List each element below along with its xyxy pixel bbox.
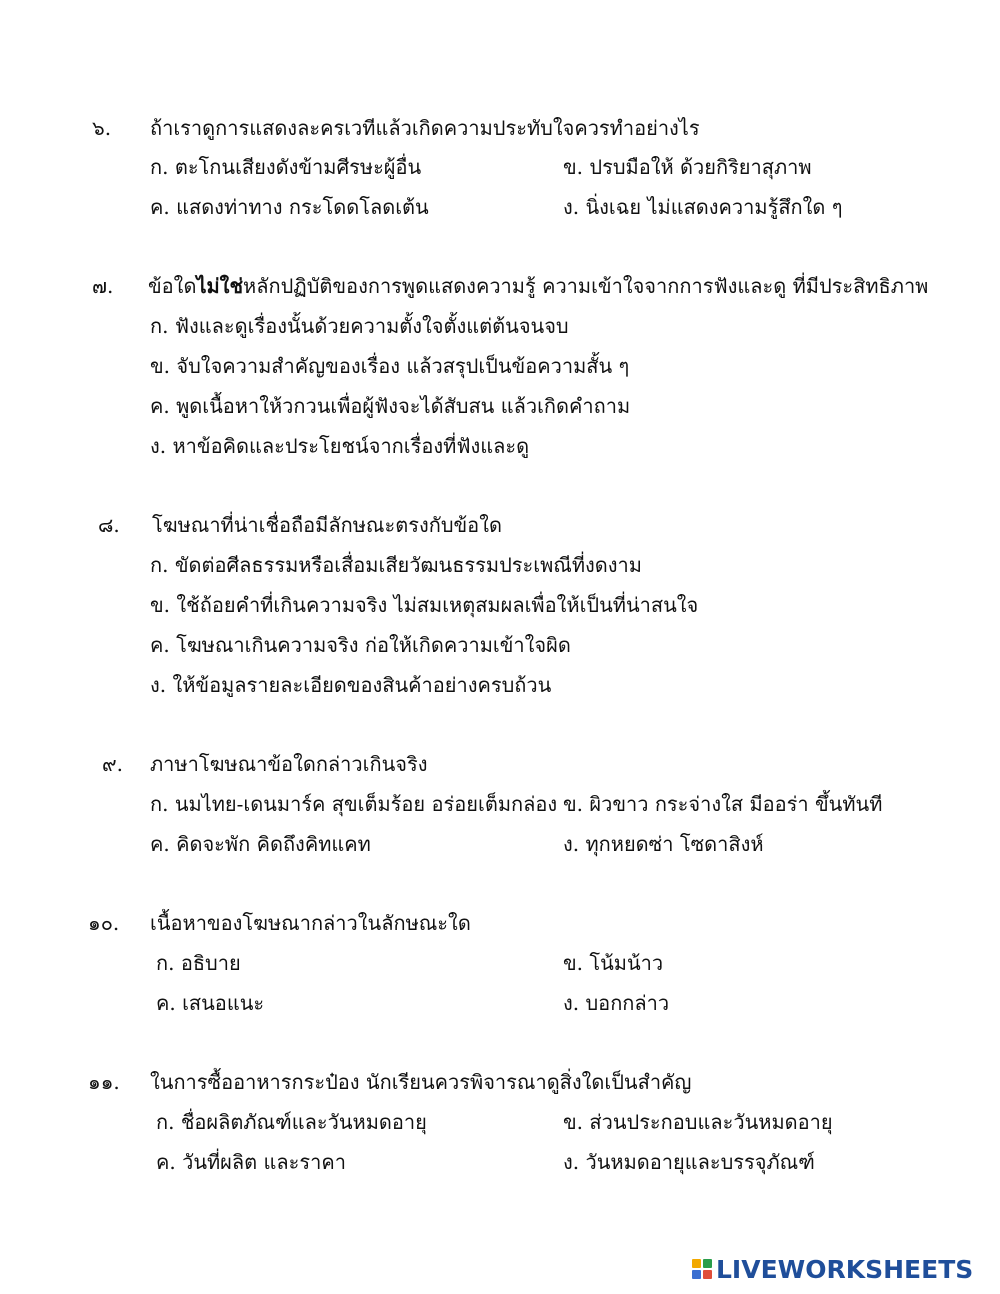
logo-square-1 xyxy=(692,1259,701,1268)
option-c[interactable]: ค. โฆษณาเกินความจริง ก่อให้เกิดความเข้าใจผิด xyxy=(150,633,571,657)
option-c[interactable]: ค. แสดงท่าทาง กระโดดโลดเต้น xyxy=(150,195,429,219)
logo-square-4 xyxy=(703,1270,712,1279)
question-number: ๑๑. xyxy=(88,1070,120,1094)
logo-square-2 xyxy=(703,1259,712,1268)
option-a[interactable]: ก. ขัดต่อศีลธรรมหรือเสื่อมเสียวัฒนธรรมประเพณีที่งดงาม xyxy=(150,553,642,577)
option-b[interactable]: ข. ผิวขาว กระจ่างใส มีออร่า ขึ้นทันที xyxy=(563,792,883,816)
question-number: ๙. xyxy=(102,752,124,776)
question-stem-emphasis: ไม่ใช่ xyxy=(196,274,244,298)
option-b[interactable]: ข. ส่วนประกอบและวันหมดอายุ xyxy=(563,1110,833,1134)
question-stem: โฆษณาที่น่าเชื่อถือมีลักษณะตรงกับข้อใด xyxy=(152,513,502,537)
logo-square-3 xyxy=(692,1270,701,1279)
option-d[interactable]: ง. หาข้อคิดและประโยชน์จากเรื่องที่ฟังและดู xyxy=(150,434,530,458)
question-stem-post: หลักปฏิบัติของการพูดแสดงความรู้ ความเข้าใจจากการฟังและดู ที่มีประสิทธิภาพ xyxy=(243,274,929,298)
liveworksheets-watermark xyxy=(692,1254,973,1284)
watermark-text: LIVEWORKSHEETS xyxy=(716,1254,974,1284)
option-d[interactable]: ง. วันหมดอายุและบรรจุภัณฑ์ xyxy=(563,1150,815,1174)
question-number: ๘. xyxy=(98,513,120,537)
liveworksheets-logo-icon xyxy=(692,1259,712,1279)
question-stem xyxy=(148,274,928,298)
option-c[interactable]: ค. วันที่ผลิต และราคา xyxy=(156,1150,346,1174)
option-a[interactable]: ก. อธิบาย xyxy=(156,951,241,975)
option-b[interactable]: ข. จับใจความสำคัญของเรื่อง แล้วสรุปเป็นข้อความสั้น ๆ xyxy=(150,354,630,378)
option-b[interactable]: ข. โน้มน้าว xyxy=(563,951,664,975)
option-a[interactable]: ก. นมไทย-เดนมาร์ค สุขเต็มร้อย อร่อยเต็มกล่อง xyxy=(150,792,558,816)
option-c[interactable]: ค. เสนอแนะ xyxy=(156,991,265,1015)
option-c[interactable]: ค. คิดจะพัก คิดถึงคิทแคท xyxy=(150,832,371,856)
question-stem: ในการซื้ออาหารกระป๋อง นักเรียนควรพิจารณาดูสิ่งใดเป็นสำคัญ xyxy=(150,1070,692,1094)
option-b[interactable]: ข. ใช้ถ้อยคำที่เกินความจริง ไม่สมเหตุสมผลเพื่อให้เป็นที่น่าสนใจ xyxy=(150,593,699,617)
option-a[interactable]: ก. ตะโกนเสียงดังข้ามศีรษะผู้อื่น xyxy=(150,155,422,179)
option-d[interactable]: ง. บอกกล่าว xyxy=(563,991,670,1015)
option-d[interactable]: ง. ทุกหยดซ่า โซดาสิงห์ xyxy=(563,832,764,856)
question-stem: เนื้อหาของโฆษณากล่าวในลักษณะใด xyxy=(150,911,471,935)
question-number: ๗. xyxy=(92,274,114,298)
option-a[interactable]: ก. ฟังและดูเรื่องนั้นด้วยความตั้งใจตั้งแต่ต้นจนจบ xyxy=(150,314,569,338)
question-stem-pre: ข้อใด xyxy=(148,274,197,298)
option-b[interactable]: ข. ปรบมือให้ ด้วยกิริยาสุภาพ xyxy=(563,155,812,179)
question-number: ๑๐. xyxy=(88,911,120,935)
question-stem: ภาษาโฆษณาข้อใดกล่าวเกินจริง xyxy=(150,752,428,776)
option-a[interactable]: ก. ชื่อผลิตภัณฑ์และวันหมดอายุ xyxy=(156,1110,427,1134)
option-d[interactable]: ง. ให้ข้อมูลรายละเอียดของสินค้าอย่างครบถ้วน xyxy=(150,673,552,697)
question-number: ๖. xyxy=(92,116,112,140)
question-stem: ถ้าเราดูการแสดงละครเวทีแล้วเกิดความประทับใจควรทำอย่างไร xyxy=(150,116,700,140)
option-d[interactable]: ง. นิ่งเฉย ไม่แสดงความรู้สึกใด ๆ xyxy=(563,195,843,219)
option-c[interactable]: ค. พูดเนื้อหาให้วกวนเพื่อผู้ฟังจะได้สับสน แล้วเกิดคำถาม xyxy=(150,394,631,418)
